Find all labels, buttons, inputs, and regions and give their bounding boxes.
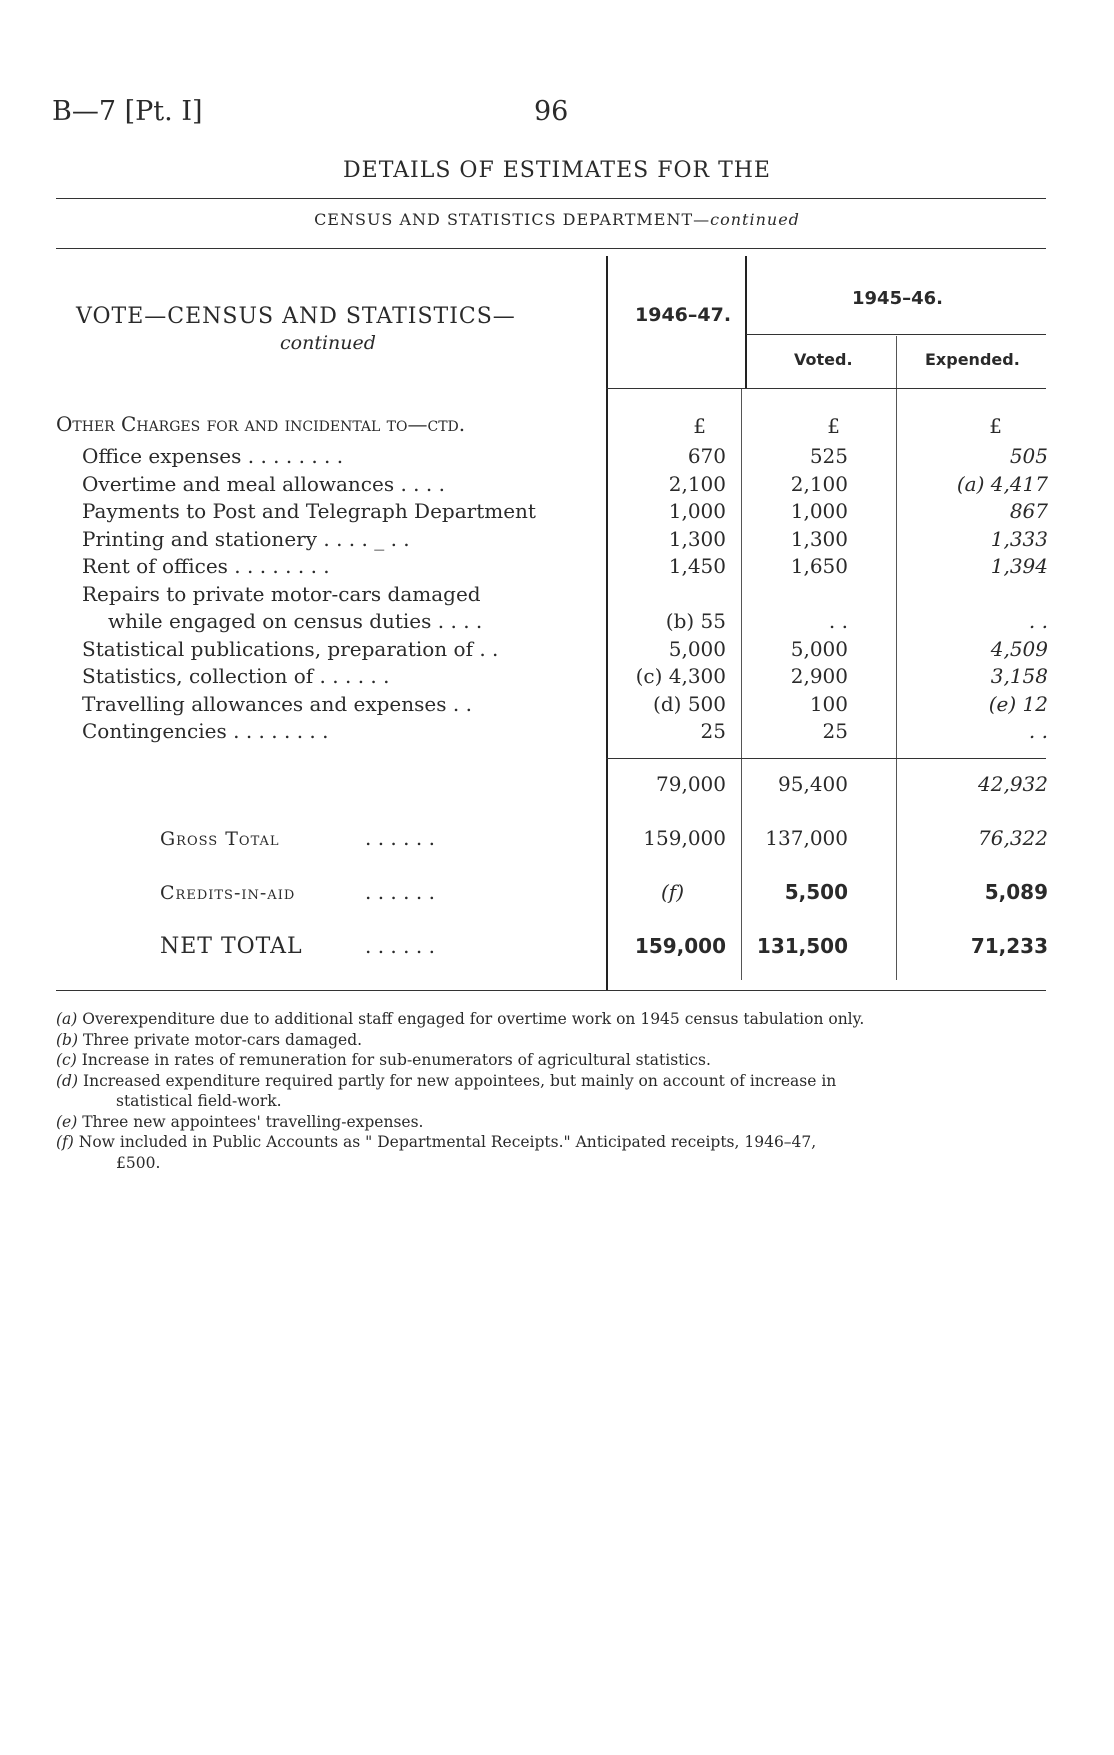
- gross-total-expended: 76,322: [978, 826, 1048, 850]
- row-value-voted: 1,300: [790, 526, 848, 551]
- page-number: 96: [534, 96, 569, 127]
- column-header-1945: 1945–46.: [852, 288, 943, 309]
- row-label: Travelling allowances and expenses . .: [82, 691, 472, 716]
- row-value-expended: (e) 12: [988, 691, 1048, 716]
- footnote-mark: (b): [56, 1030, 79, 1049]
- vote-heading: VOTE—CENSUS AND STATISTICS—: [76, 304, 516, 329]
- row-value-voted: 525: [809, 444, 848, 468]
- row-value-expended: 1,394: [990, 554, 1048, 578]
- row-value-expended: 3,158: [990, 664, 1048, 688]
- gross-total-1946: 159,000: [643, 826, 726, 850]
- row-value-expended: . .: [1028, 609, 1048, 633]
- row-value-1946: 670: [687, 444, 726, 468]
- page-title: DETAILS OF ESTIMATES FOR THE: [343, 158, 771, 183]
- subtotal-voted: 95,400: [778, 772, 848, 796]
- currency-expended: £: [989, 414, 1002, 438]
- row-value-voted: . .: [828, 609, 848, 633]
- column-header-voted: Voted.: [794, 350, 853, 369]
- table-bottom-rule: [56, 990, 1046, 991]
- footnote: [56, 1051, 711, 1069]
- footnote: [56, 1072, 836, 1090]
- row-value-1946: 1,450: [668, 554, 726, 578]
- subtitle-department: CENSUS AND STATISTICS DEPARTMENT—: [314, 210, 711, 229]
- row-value-voted: 5,000: [790, 636, 848, 661]
- row-value-expended: 4,509: [990, 636, 1048, 661]
- row-value-1946: (c) 4,300: [635, 664, 726, 688]
- net-total-label: NET TOTAL: [160, 934, 303, 959]
- row-value-expended: 1,333: [990, 526, 1048, 551]
- column-header-1946: 1946–47.: [635, 304, 732, 326]
- row-value-expended: (a) 4,417: [956, 471, 1048, 496]
- footnote-text: Now included in Public Accounts as " Departmental Receipts." Anticipated receipts, 1946–47,: [78, 1133, 817, 1151]
- row-label: Statistics, collection of . . . . . .: [82, 664, 390, 688]
- credits-in-aid-leader: . . . . . .: [365, 880, 435, 904]
- section-heading: Other Charges for and incidental to—ctd.: [56, 412, 466, 436]
- row-value-voted: 25: [822, 719, 848, 743]
- row-value-1946: (d) 500: [653, 691, 726, 716]
- footnote-mark: (d): [56, 1071, 79, 1090]
- row-label: Payments to Post and Telegraph Department: [82, 499, 536, 523]
- row-label: Statistical publications, preparation of . .: [82, 636, 499, 661]
- footnote: [56, 1031, 362, 1049]
- header-bottom-rule: [606, 388, 1046, 389]
- row-value-voted: 100: [809, 691, 848, 716]
- footnote-text: Three private motor-cars damaged.: [82, 1030, 363, 1049]
- footnote-continuation: £500.: [116, 1153, 161, 1172]
- credits-in-aid-voted: 5,500: [784, 880, 848, 904]
- vote-heading-continued: continued: [280, 332, 376, 354]
- row-value-expended: 505: [1009, 444, 1048, 468]
- subtitle-continued: continued: [710, 210, 800, 229]
- footnote-continuation: statistical field-work.: [116, 1092, 282, 1110]
- gross-total-voted: 137,000: [765, 826, 848, 850]
- net-total-voted: 131,500: [756, 934, 848, 958]
- title-rule: [56, 198, 1046, 199]
- currency-1946: £: [693, 414, 706, 438]
- currency-voted: £: [827, 414, 840, 438]
- row-value-voted: 1,000: [790, 499, 848, 523]
- row-value-1946: 1,000: [668, 499, 726, 523]
- subtotal-rule: [606, 758, 1046, 759]
- page-subtitle: [0, 210, 1114, 229]
- credits-in-aid-1946: (f): [660, 880, 684, 904]
- footnote: [56, 1113, 423, 1131]
- footnote-text: Overexpenditure due to additional staff engaged for overtime work on 1945 census tabulation only.: [82, 1010, 865, 1028]
- footnote-mark: (a): [56, 1010, 78, 1028]
- row-value-1946: (b) 55: [665, 609, 726, 633]
- subtotal-1946: 79,000: [656, 772, 726, 796]
- column-divider-voted: [896, 336, 897, 980]
- footnote: [56, 1133, 816, 1151]
- row-label: Repairs to private motor-cars damaged: [82, 581, 481, 606]
- row-value-voted: 2,900: [790, 664, 848, 688]
- footnote-mark: (c): [56, 1051, 77, 1069]
- gross-total-label: Gross Total: [160, 828, 280, 850]
- row-label: Rent of offices . . . . . . . .: [82, 554, 330, 578]
- subtotal-expended: 42,932: [978, 772, 1048, 796]
- row-value-1946: 5,000: [668, 636, 726, 661]
- row-value-expended: 867: [1009, 499, 1048, 523]
- net-total-leader: . . . . . .: [365, 934, 435, 958]
- credits-in-aid-expended: 5,089: [984, 880, 1048, 904]
- report-reference: B—7 [Pt. I]: [52, 96, 203, 127]
- row-value-1946: 1,300: [668, 526, 726, 551]
- footnote: [56, 1010, 864, 1028]
- footnote-text: Three new appointees' travelling-expenses.: [82, 1112, 424, 1131]
- row-label: Contingencies . . . . . . . .: [82, 719, 329, 743]
- row-value-expended: . .: [1028, 719, 1048, 743]
- row-value-voted: 1,650: [790, 554, 848, 578]
- subtitle-rule: [56, 248, 1046, 249]
- column-divider-1946: [741, 388, 742, 980]
- row-value-1946: 25: [700, 719, 726, 743]
- net-total-expended: 71,233: [970, 934, 1048, 958]
- column-header-expended: Expended.: [925, 350, 1020, 369]
- footnote-mark: (f): [56, 1133, 74, 1151]
- credits-in-aid-label: Credits-in-aid: [160, 882, 296, 904]
- row-label: Overtime and meal allowances . . . .: [82, 471, 445, 496]
- row-value-1946: 2,100: [668, 471, 726, 496]
- row-value-voted: 2,100: [790, 471, 848, 496]
- year-split-rule: [746, 334, 1046, 335]
- footnote-text: Increased expenditure required partly for new appointees, but mainly on account of increase in: [82, 1071, 837, 1090]
- net-total-1946: 159,000: [634, 934, 726, 958]
- row-label: Printing and stationery . . . . _ . .: [82, 526, 410, 551]
- row-label: while engaged on census duties . . . .: [108, 609, 483, 633]
- row-label: Office expenses . . . . . . . .: [82, 444, 344, 468]
- footnote-mark: (e): [56, 1112, 78, 1131]
- footnote-text: Increase in rates of remuneration for sub-enumerators of agricultural statistics.: [81, 1051, 711, 1069]
- gross-total-leader: . . . . . .: [365, 826, 435, 850]
- column-divider-1946-head: [745, 256, 747, 388]
